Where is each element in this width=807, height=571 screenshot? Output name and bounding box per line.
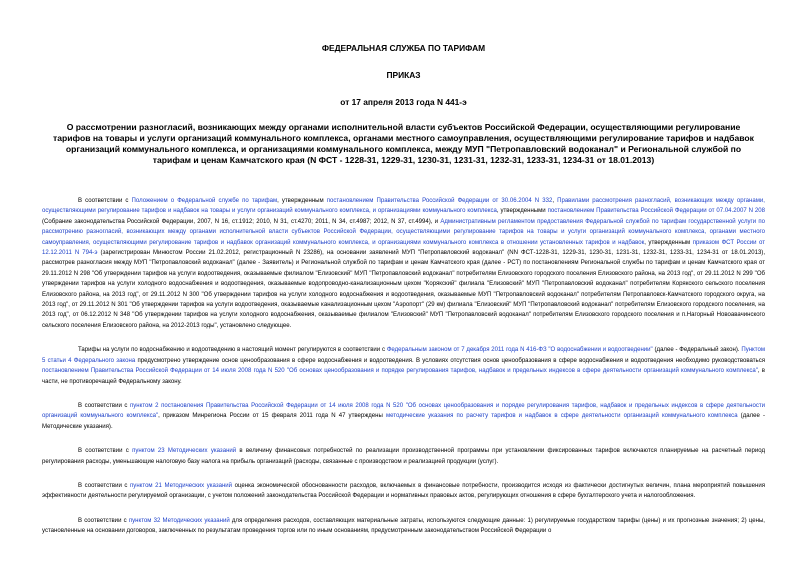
document-type: ПРИКАЗ bbox=[386, 70, 421, 80]
paragraph-text: В соответствии с bbox=[78, 198, 132, 204]
paragraph-clause-21 bbox=[42, 481, 765, 502]
legal-reference-link[interactable]: приказом ФСТ России от 12.12.2011 N 794-э bbox=[42, 239, 765, 257]
paragraph-clause-23 bbox=[42, 446, 765, 467]
document-date-number: от 17 апреля 2013 года N 441-э bbox=[340, 97, 467, 107]
paragraph-text: предусмотрено утверждение основ ценообразования в сфере водоснабжения и водоотведения. В условиях отсутствия основ ценообразования в сфере водоснабжения и водоотведения необходимо руководствоваться bbox=[135, 357, 766, 364]
legal-reference-link[interactable]: Положением о Федеральной службе по тарифам bbox=[131, 198, 278, 204]
legal-reference-link[interactable]: постановлением Правительства Российской Федерации от 30.06.2004 N 332 bbox=[326, 198, 553, 204]
legal-reference-link[interactable]: постановлением Правительства Российской Федерации от 14 июля 2008 года N 520 "Об основах ценообразования и порядке регулирования тарифов, надбавок и предельных индексов в сфере деятельности организаций коммунального комплекса" bbox=[42, 368, 758, 375]
legal-reference-link[interactable]: Пунктом 5 статьи 4 Федерального закона bbox=[42, 347, 765, 364]
paragraph-methodical-guidelines bbox=[42, 401, 765, 432]
legal-reference-link[interactable]: пунктом 21 Методических указаний bbox=[130, 482, 233, 489]
paragraph-text: Тарифы на услуги по водоснабжению и водоотведению в настоящий момент регулируются в соответствии с bbox=[78, 347, 387, 354]
legal-reference-link[interactable]: постановлением Правительства Российской Федерации от 07.04.2007 N 208 bbox=[547, 208, 765, 215]
paragraph-text: оценка экономической обоснованности расходов, включаемых в финансовые потребности, производится исходя из фактически достигнутых величин, плана мероприятий повышения эффективности деятельности регулируемой организации, с учетом положений законодательства Российской Федерации и нормативных правовых актов, регулирующих отношения в сфере бухгалтерского учета и налогообложения. bbox=[42, 482, 765, 500]
paragraph-federal-law bbox=[42, 345, 765, 387]
paragraph-text: В соответствии с bbox=[78, 402, 130, 409]
paragraph-text: , утвержденным bbox=[644, 239, 693, 246]
legal-reference-link[interactable]: Административным регламентом предоставления Федеральной службой по тарифам государственной услуги по рассмотрению разногласий, возникающих между органами исполнительной власти субъектов Российской Федерации, осуществляющими регулирование тарифов на товары и услуги организаций коммунального комплекса, органами местного самоуправления, осуществляющими регулирование тарифов и надбавок организаций коммунального комплекса, и организациями коммунального комплекса в отношении установленных тарифов и надбавок bbox=[42, 218, 765, 246]
agency-name: ФЕДЕРАЛЬНАЯ СЛУЖБА ПО ТАРИФАМ bbox=[321, 43, 486, 53]
legal-reference-link[interactable]: пунктом 2 постановления Правительства Российской Федерации от 14 июля 2008 года N 520 "Об основах ценообразования и порядке регулирования тарифов, надбавок и предельных индексов в сфере деятельности организаций коммунального комплекса" bbox=[42, 402, 765, 420]
paragraph-text: В соответствии с bbox=[78, 517, 129, 524]
paragraph-text: (зарегистрирован Минюстом России 21.02.2012, регистрационный N 23286), на основании заявлений МУП "Петропавловский водоканал" (NN ФСТ-1228-31, 1229-31, 1230-31, 1231-31, 1232-31, 1233-31, 1234-31 от 18.01.2013), рассмотрев разногласия между МУП "Петропавловский водоканал" (далее - Заявитель) и Региональной службой по тарифам и ценам Камчатского края (далее - РСТ) по постановлениям Региональной службы по тарифам и ценам Камчатского края от 29.11.2012 N 298 "Об утверждении тарифов на услуги водоотведения, оказываемые филиалом "Елизовский" МУП "Петропавловский водоканал" потребителям Елизовского городского поселения Елизовского района, на 2013 год", от 29.11.2012 N 299 "Об утверждении тарифов на услуги холодного водоснабжения и водоотведения, оказываемые водопроводно-канализационным цехом "Корякский" филиала "Елизовский" МУП "Петропавловский водоканал" потребителям Корякского сельского поселения Елизовского района, на 2013 год", от 29.11.2012 N 300 "Об утверждении тарифов на услуги холодного водоснабжения и водоотведения, оказываемые МУП "Петропавловский водоканал" потребителям Петропавловск-Камчатского городского округа, на 2013 год", от 29.11.2012 N 301 "Об утверждении тарифов на услуги водоотведения, оказываемые канализационным цехом "Аэропорт" (29 км) филиала "Елизовский" МУП "Петропавловский водоканал" потребителям Елизовского городского поселения, на 2013 год", от 06.12.2012 N 348 "Об утверждении тарифов на услуги холодного водоснабжения, оказываемые филиалом "Елизовский" МУП "Петропавловский водоканал" потребителям Елизовского городского поселения и п.Нагорный Новоавачинского сельского поселения Елизовского района, на 2012-2013 годы", установлено следующее. bbox=[42, 250, 765, 329]
document-title: О рассмотрении разногласий, возникающих между органами исполнительной власти субъектов Российской Федерации, осуществляющими регулирование тарифов на товары и услуги организаций коммунального комплекса, органами местного самоуправления, осуществляющими регулирование тарифов и надбавок организаций коммунального комплекса, и организациями коммунального комплекса, между МУП "Петропавловский водоканал" и Региональной службой по тарифам и ценам Камчатского края (N ФСТ - 1228-31, 1229-31, 1230-31, 1231-31, 1232-31, 1233-31, 1234-31 от 18.01.2013) bbox=[53, 122, 754, 165]
paragraph-text: для определения расходов, составляющих материальные затраты, используются следующие данные: 1) регулируемые государством тарифы (цены) и их прогнозные значения; 2) цены, установленные на основании договоров, заключенных по результатам проведения торгов или по иным основаниям, предусмотренным законодательством Российской Федерации о bbox=[42, 517, 765, 535]
legal-reference-link[interactable]: пунктом 23 Методических указаний bbox=[132, 448, 237, 455]
paragraph-text: (Собрание законодательства Российской Федерации, 2007, N 16, ст.1912; 2010, N 31, ст.4270; 2011, N 34, ст.4987; 2012, N 37, ст.4994), и bbox=[42, 218, 441, 225]
paragraph-text: , утвержденными bbox=[496, 208, 548, 215]
paragraph-text: в величину финансовых потребностей по реализации производственной программы при установлении фиксированных тарифов включаются планируемые на расчетный период регулирования расходы, уменьшающие налоговую базу налога на прибыль организаций (расходы, связанные с производством и реализацией продукции (услуг). bbox=[42, 448, 765, 465]
paragraph-text: , в части, не противоречащей Федеральному закону. bbox=[42, 368, 766, 385]
legal-reference-link[interactable]: Федеральным законом от 7 декабря 2011 года N 416-ФЗ "О водоснабжении и водоотведении" bbox=[386, 347, 653, 354]
paragraph-preamble bbox=[42, 196, 765, 331]
paragraph-text: , утвержденным bbox=[277, 198, 327, 204]
paragraph-text: В соответствии с bbox=[78, 448, 133, 455]
legal-reference-link[interactable]: пунктом 32 Методических указаний bbox=[128, 517, 230, 524]
paragraph-text: В соответствии с bbox=[78, 482, 131, 489]
paragraph-text: (далее - Федеральный закон). bbox=[652, 347, 742, 354]
legal-reference-link[interactable]: методические указания по расчету тарифов и надбавок в сфере деятельности организаций коммунального комплекса bbox=[385, 413, 738, 420]
legal-reference-link[interactable]: Правилами рассмотрения разногласий, возникающих между органами, осуществляющими регулирование тарифов и надбавок на товары и услуги организаций коммунального комплекса, и организациями коммунального комплекса bbox=[42, 198, 765, 215]
paragraph-text: , bbox=[552, 198, 558, 204]
paragraph-clause-32 bbox=[42, 516, 765, 537]
paragraph-text: , приказом Минрегиона России от 15 февраля 2011 года N 47 утверждены bbox=[158, 413, 386, 420]
paragraph-text: (далее - Методические указания). bbox=[42, 413, 765, 430]
